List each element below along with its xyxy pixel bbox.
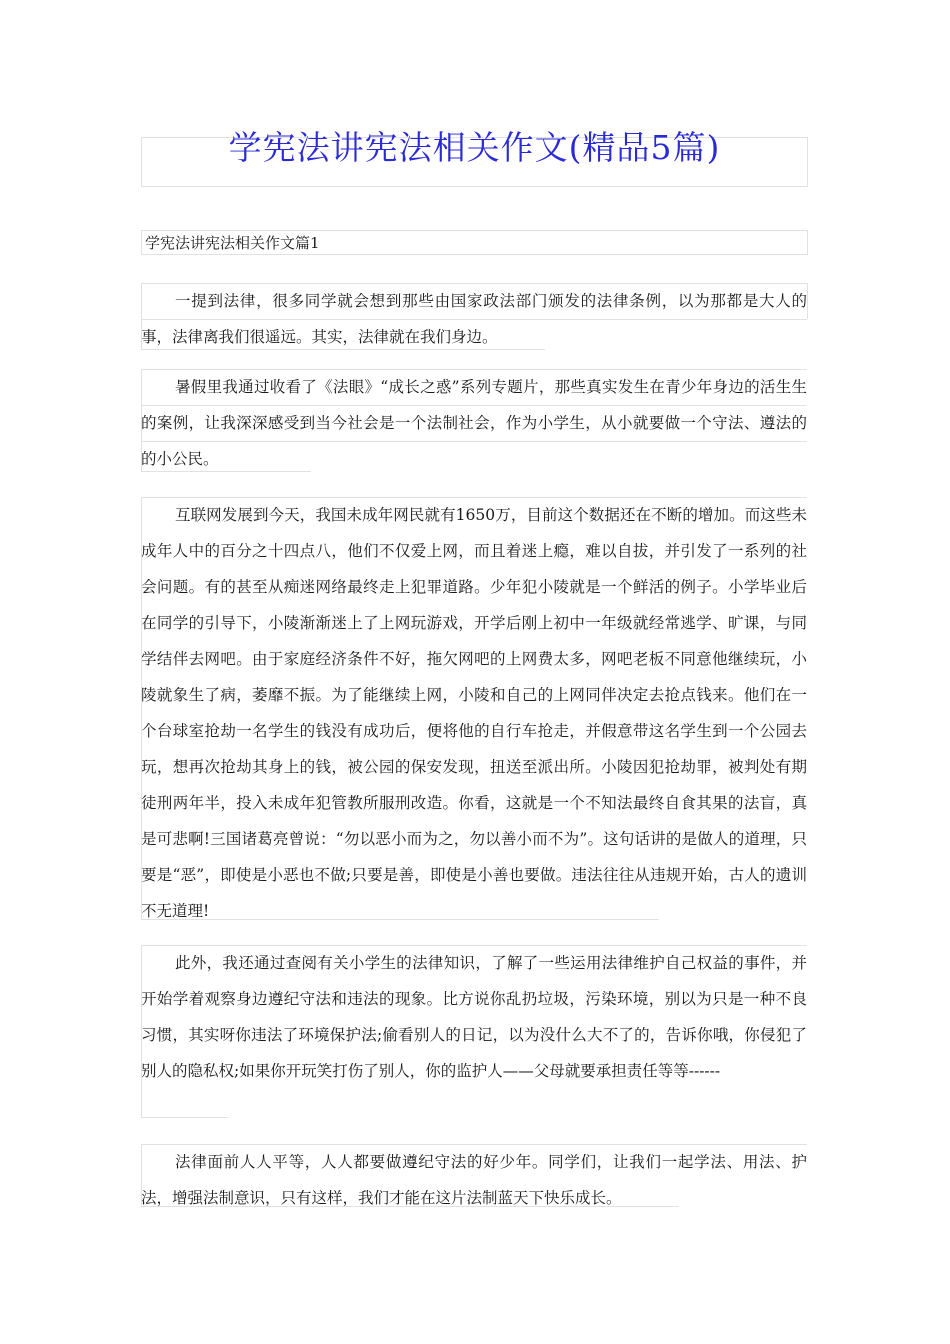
frame-line bbox=[141, 349, 545, 350]
section-heading: 学宪法讲宪法相关作文篇1 bbox=[141, 230, 808, 255]
paragraph-2: 暑假里我通过收看了《法眼》“成长之惑”系列专题片，那些真实发生在青少年身边的活生生的案例，让我深深感受到当今社会是一个法制社会，作为小学生，从小就要做一个守法、遵法的的小公民。 bbox=[141, 378, 807, 468]
frame-line bbox=[141, 441, 807, 442]
document-title: 学宪法讲宪法相关作文(精品5篇) bbox=[228, 128, 721, 167]
frame-line bbox=[141, 1117, 228, 1118]
paragraph-4: 此外，我还通过查阅有关小学生的法律知识，了解了一些运用法律维护自己权益的事件，并开始学着观察身边遵纪守法和违法的现象。比方说你乱扔垃圾，污染环境，别以为只是一种不良习惯，其实呀你违法了环境保护法;偷看别人的日记，以为没什么大不了的，告诉你哦，你侵犯了别人的隐私权;如果你开玩笑打伤了别人，你的监护人——父母就要承担责任等等------ bbox=[141, 954, 807, 1080]
frame-line bbox=[141, 283, 142, 349]
frame-line bbox=[141, 1144, 807, 1145]
frame-line bbox=[141, 283, 807, 284]
frame-line bbox=[141, 405, 807, 406]
frame-line bbox=[141, 1144, 142, 1206]
frame-line bbox=[141, 945, 807, 946]
frame-line bbox=[141, 471, 311, 472]
frame-line bbox=[141, 497, 142, 919]
frame-line bbox=[141, 945, 142, 1117]
paragraph-5: 法律面前人人平等，人人都要做遵纪守法的好少年。同学们，让我们一起学法、用法、护法，增强法制意识，只有这样，我们才能在这片法制蓝天下快乐成长。 bbox=[141, 1153, 807, 1207]
frame-line bbox=[141, 369, 142, 471]
frame-line bbox=[141, 497, 807, 498]
frame-line bbox=[141, 1206, 679, 1207]
frame-line bbox=[807, 283, 808, 319]
frame-line bbox=[141, 919, 659, 920]
frame-line bbox=[141, 369, 807, 370]
frame-line bbox=[141, 319, 807, 320]
paragraph-3: 互联网发展到今天，我国未成年网民就有1650万，目前这个数据还在不断的增加。而这些未成年人中的百分之十四点八，他们不仅爱上网，而且着迷上瘾，难以自拔，并引发了一系列的社会问题。有的甚至从痴迷网络最终走上犯罪道路。少年犯小陵就是一个鲜活的例子。小学毕业后在同学的引导下，小陵渐渐迷上了上网玩游戏，开学后刚上初中一年级就经常逃学、旷课，与同学结伴去网吧。由于家庭经济条件不好，拖欠网吧的上网费太多，网吧老板不同意他继续玩，小陵就象生了病，萎靡不振。为了能继续上网，小陵和自己的上网同伴决定去抢点钱来。他们在一个台球室抢劫一名学生的钱没有成功后，便将他的自行车抢走，并假意带这名学生到一个公园去玩，想再次抢劫其身上的钱，被公园的保安发现，扭送至派出所。小陵因犯抢劫罪，被判处有期徒刑两年半，投入未成年犯管教所服刑改造。你看，这就是一个不知法最终自食其果的法盲，真是可悲啊!三国诸葛亮曾说：“勿以恶小而为之，勿以善小而不为”。这句话讲的是做人的道理，只要是“恶”，即使是小恶也不做;只要是善，即使是小善也要做。违法往往从违规开始，古人的遗训不无道理! bbox=[141, 506, 807, 920]
paragraph-1: 一提到法律，很多同学就会想到那些由国家政法部门颁发的法律条例，以为那都是大人的事，法律离我们很遥远。其实，法律就在我们身边。 bbox=[141, 292, 807, 346]
